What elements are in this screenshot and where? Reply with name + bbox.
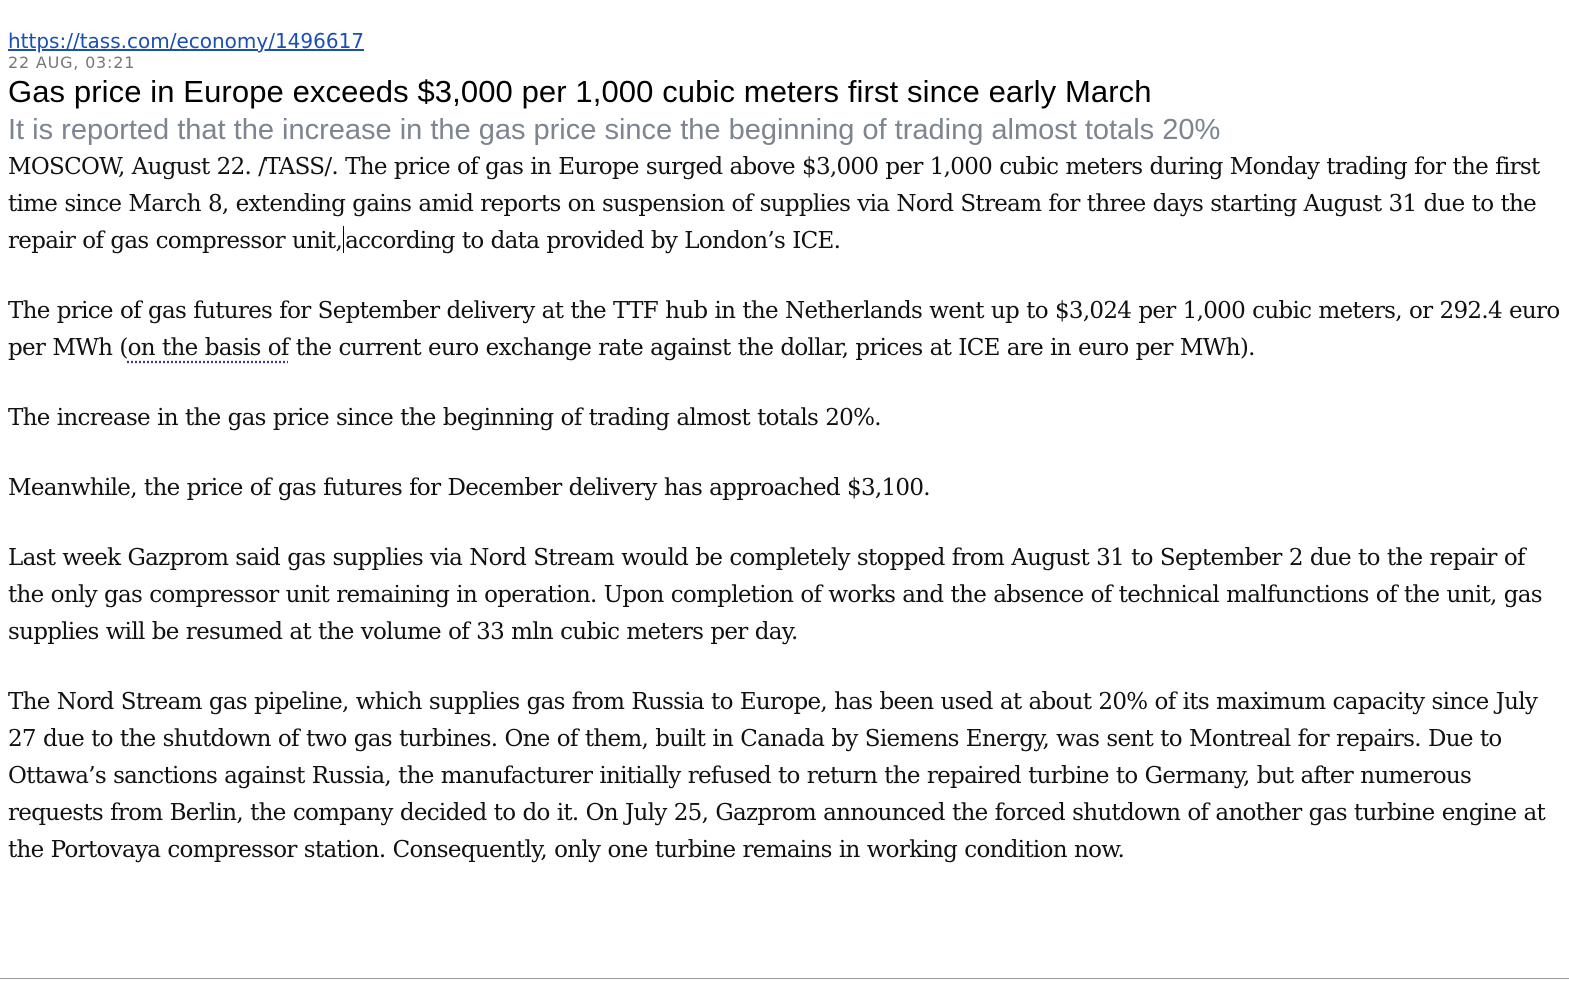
paragraph-5: Last week Gazprom said gas supplies via Nord Stream would be completely stopped from August 31 to September 2 due to the repair of the only gas compressor unit remaining in operation. Upon completion of works and the absence of technical malfunctions of the unit, gas supplies will be resumed at the volume of 33 mln cubic meters per day. [8,545,1542,645]
paragraph-2-text-b: the current euro exchange rate against the dollar, prices at ICE are in euro per MWh). [288,335,1255,361]
paragraph-1 [8,149,1561,260]
paragraph-2-text-a: The price of gas futures for September delivery at the TTF hub in the Netherlands went up to $3,024 per 1,000 cubic meters, or 292.4 euro per MWh ( [8,298,1560,361]
bottom-divider [0,978,1569,979]
article-subheadline: It is reported that the increase in the gas price since the beginning of trading almost totals 20% [8,114,1221,146]
paragraph-1-text-b: according to data provided by London’s ICE. [345,228,841,254]
text-cursor [343,226,344,253]
paragraph-3: The increase in the gas price since the beginning of trading almost totals 20%. [8,405,881,431]
paragraph-1-text-a: MOSCOW, August 22. /TASS/. The price of gas in Europe surged above $3,000 per 1,000 cubic meters during Monday trading for the first time since March 8, extending gains amid reports on suspension of supplies via Nord Stream for three days starting August 31 due to the repair of gas compressor unit, [8,154,1540,254]
article-headline: Gas price in Europe exceeds $3,000 per 1,000 cubic meters first since early March [8,74,1152,109]
article-body[interactable] [8,149,1561,869]
paragraph-4: Meanwhile, the price of gas futures for December delivery has approached $3,100. [8,475,930,501]
source-url-link[interactable]: https://tass.com/economy/1496617 [8,29,365,53]
dotted-underline-phrase[interactable]: on the basis of [127,335,289,361]
document-page [8,28,1561,902]
paragraph-6: The Nord Stream gas pipeline, which supplies gas from Russia to Europe, has been used at about 20% of its maximum capacity since July 27 due to the shutdown of two gas turbines. One of them, built in Canada by Siemens Energy, was sent to Montreal for repairs. Due to Ottawa’s sanctions against Russia, the manufacturer initially refused to return the repaired turbine to Germany, but after numerous requests from Berlin, the company decided to do it. On July 25, Gazprom announced the forced shutdown of another gas turbine engine at the Portovaya compressor station. Consequently, only one turbine remains in working condition now. [8,689,1546,863]
article-dateline: 22 AUG, 03:21 [8,53,136,72]
paragraph-2 [8,293,1561,367]
